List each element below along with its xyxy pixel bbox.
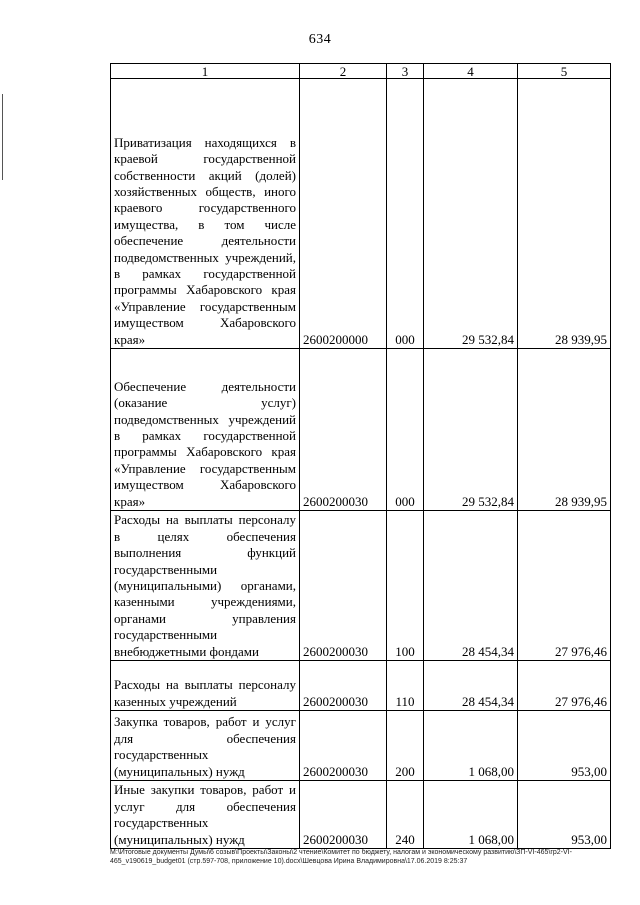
row-value-2: 27 976,46 (518, 511, 611, 661)
table-row (111, 79, 611, 349)
row-vr: 000 (387, 349, 424, 511)
row-value-1: 1 068,00 (424, 711, 518, 781)
header-col-5: 5 (518, 64, 611, 79)
row-vr: 000 (387, 79, 424, 349)
row-value-2: 28 939,95 (518, 349, 611, 511)
row-name: Закупка товаров, работ и услуг для обеспечения государственных (муниципальных) нужд (111, 711, 300, 781)
row-name: Обеспечение деятельности (оказание услуг) подведомственных учреждений в рамках государственной программы Хабаровского края «Управление государственным имуществом Хабаровского края» (111, 349, 300, 511)
table-row (111, 661, 611, 711)
row-value-2: 953,00 (518, 711, 611, 781)
table-row (111, 711, 611, 781)
row-name: Приватизация находящихся в краевой государственной собственности акций (долей) хозяйственных обществ, иного краевого государственного имущества, в том числе обеспечение деятельности подведомственных учреждений, в рамках государственной программы Хабаровского края «Управление государственным имуществом Хабаровского края» (111, 79, 300, 349)
scan-margin-mark (2, 94, 3, 180)
header-col-4: 4 (424, 64, 518, 79)
row-vr: 200 (387, 711, 424, 781)
row-value-1: 28 454,34 (424, 661, 518, 711)
row-code: 2600200030 (300, 781, 387, 849)
row-value-2: 27 976,46 (518, 661, 611, 711)
row-value-1: 29 532,84 (424, 79, 518, 349)
row-code: 2600200030 (300, 661, 387, 711)
header-row (111, 64, 611, 79)
header-col-1: 1 (111, 64, 300, 79)
table-row (111, 511, 611, 661)
document-path-footer: М:\Итоговые документы Думы\6 созыв\Проекты\Законы\2 чтение\Комитет по бюджету, налогам и экономическому развитию\ЗП-VI-465\гр2-VI-465_v190619_budget01 (стр.597-708, приложение 10).docx\Шевцова Ирина Владимировна\17.06.2019 8:25:37 (110, 849, 572, 865)
row-vr: 110 (387, 661, 424, 711)
row-value-2: 28 939,95 (518, 79, 611, 349)
budget-table (110, 63, 611, 849)
row-name: Иные закупки товаров, работ и услуг для обеспечения государственных (муниципальных) нужд (111, 781, 300, 849)
header-col-2: 2 (300, 64, 387, 79)
row-name: Расходы на выплаты персоналу казенных учреждений (111, 661, 300, 711)
row-code: 2600200030 (300, 511, 387, 661)
row-code: 2600200030 (300, 711, 387, 781)
row-code: 2600200000 (300, 79, 387, 349)
table-row (111, 781, 611, 849)
row-value-1: 28 454,34 (424, 511, 518, 661)
table-row (111, 349, 611, 511)
row-code: 2600200030 (300, 349, 387, 511)
row-value-1: 1 068,00 (424, 781, 518, 849)
row-name: Расходы на выплаты персоналу в целях обеспечения выполнения функций государственными (муниципальными) органами, казенными учреждениями, органами управления государственными внебюджетными фондами (111, 511, 300, 661)
row-vr: 100 (387, 511, 424, 661)
row-value-1: 29 532,84 (424, 349, 518, 511)
row-vr: 240 (387, 781, 424, 849)
row-value-2: 953,00 (518, 781, 611, 849)
header-col-3: 3 (387, 64, 424, 79)
page-number: 634 (308, 32, 332, 47)
